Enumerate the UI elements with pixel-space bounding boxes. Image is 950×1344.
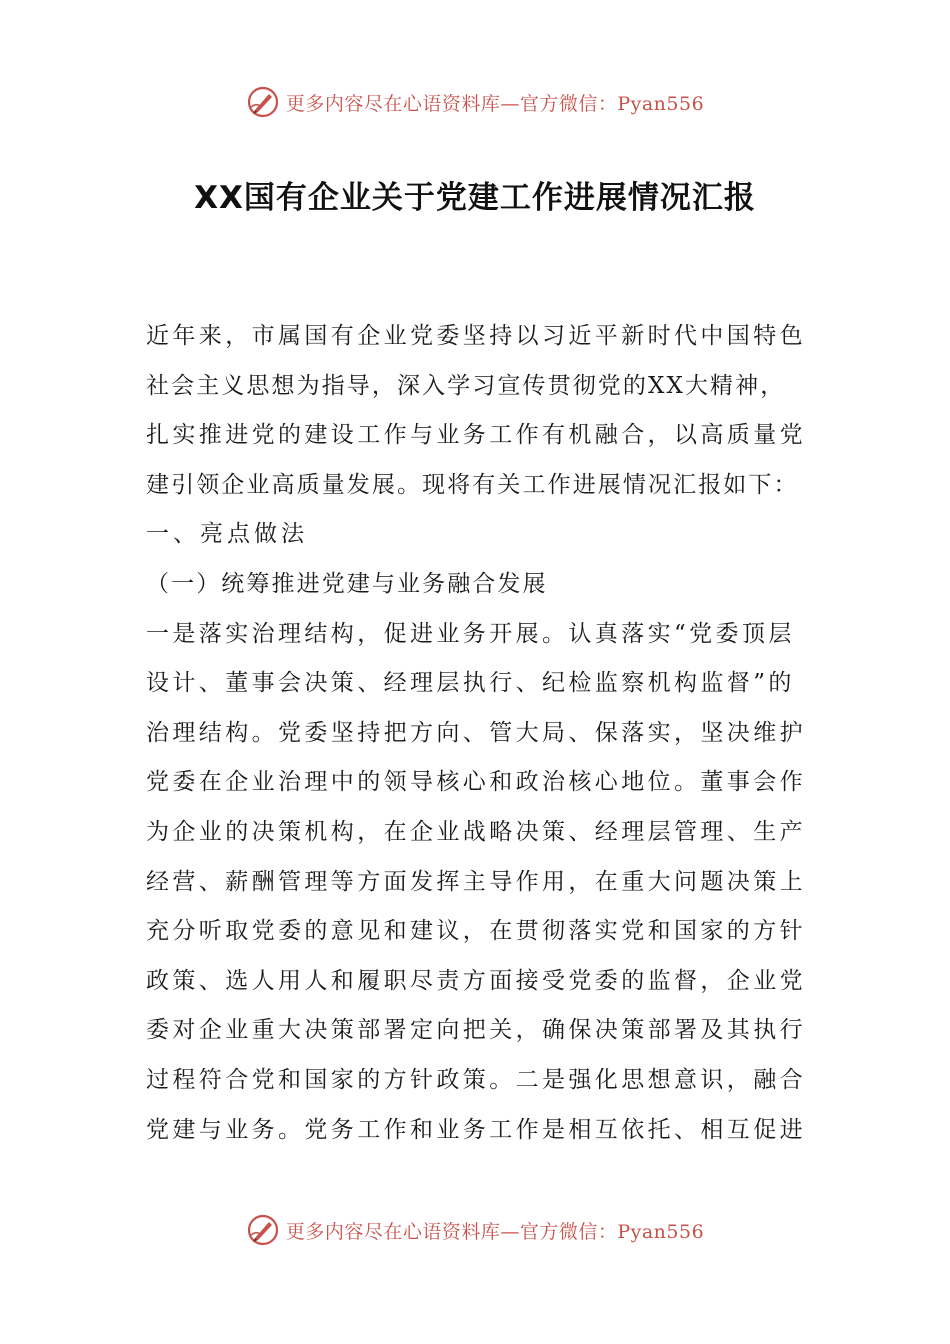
body-line: 为企业的决策机构，在企业战略决策、经理层管理、生产 [146,818,806,845]
body-line: 党建与业务。党务工作和业务工作是相互依托、相互促进 [146,1116,806,1143]
pen-logo-icon [246,1213,280,1247]
document-body [146,312,806,1155]
body-line: 党委在企业治理中的领导核心和政治核心地位。董事会作 [146,769,806,796]
body-line: 一是落实治理结构，促进业务开展。认真落实“党委顶层 [146,620,795,647]
document-title: XX国有企业关于党建工作进展情况汇报 [194,180,756,216]
body-line: 设计、董事会决策、经理层执行、纪检监察机构监督”的 [146,670,795,697]
watermark-text: 更多内容尽在心语资料库—官方微信：Pyan556 [285,92,705,115]
pen-logo-icon [246,85,280,119]
body-line: 经营、薪酬管理等方面发挥主导作用，在重大问题决策上 [146,868,806,895]
section-heading: 一、亮点做法 [146,521,308,548]
body-line: 充分听取党委的意见和建议，在贯彻落实党和国家的方针 [146,918,806,945]
body-line: 建引领企业高质量发展。现将有关工作进展情况汇报如下： [146,471,799,498]
body-line: 社会主义思想为指导，深入学习宣传贯彻党的XX大精神， [146,372,786,399]
watermark-banner-bottom [0,1210,950,1250]
watermark-text: 更多内容尽在心语资料库—官方微信：Pyan556 [285,1220,705,1243]
body-line: 近年来，市属国有企业党委坚持以习近平新时代中国特色 [146,323,806,349]
body-line: 委对企业重大决策部署定向把关，确保决策部署及其执行 [146,1017,806,1044]
subsection-heading: （一）统筹推进党建与业务融合发展 [146,570,548,597]
body-line: 治理结构。党委坚持把方向、管大局、保落实，坚决维护 [146,719,806,746]
watermark-banner-top [0,82,950,122]
body-line: 政策、选人用人和履职尽责方面接受党委的监督，企业党 [146,967,806,994]
body-line: 扎实推进党的建设工作与业务工作有机融合，以高质量党 [146,422,806,449]
body-line: 过程符合党和国家的方针政策。二是强化思想意识，融合 [146,1066,806,1093]
